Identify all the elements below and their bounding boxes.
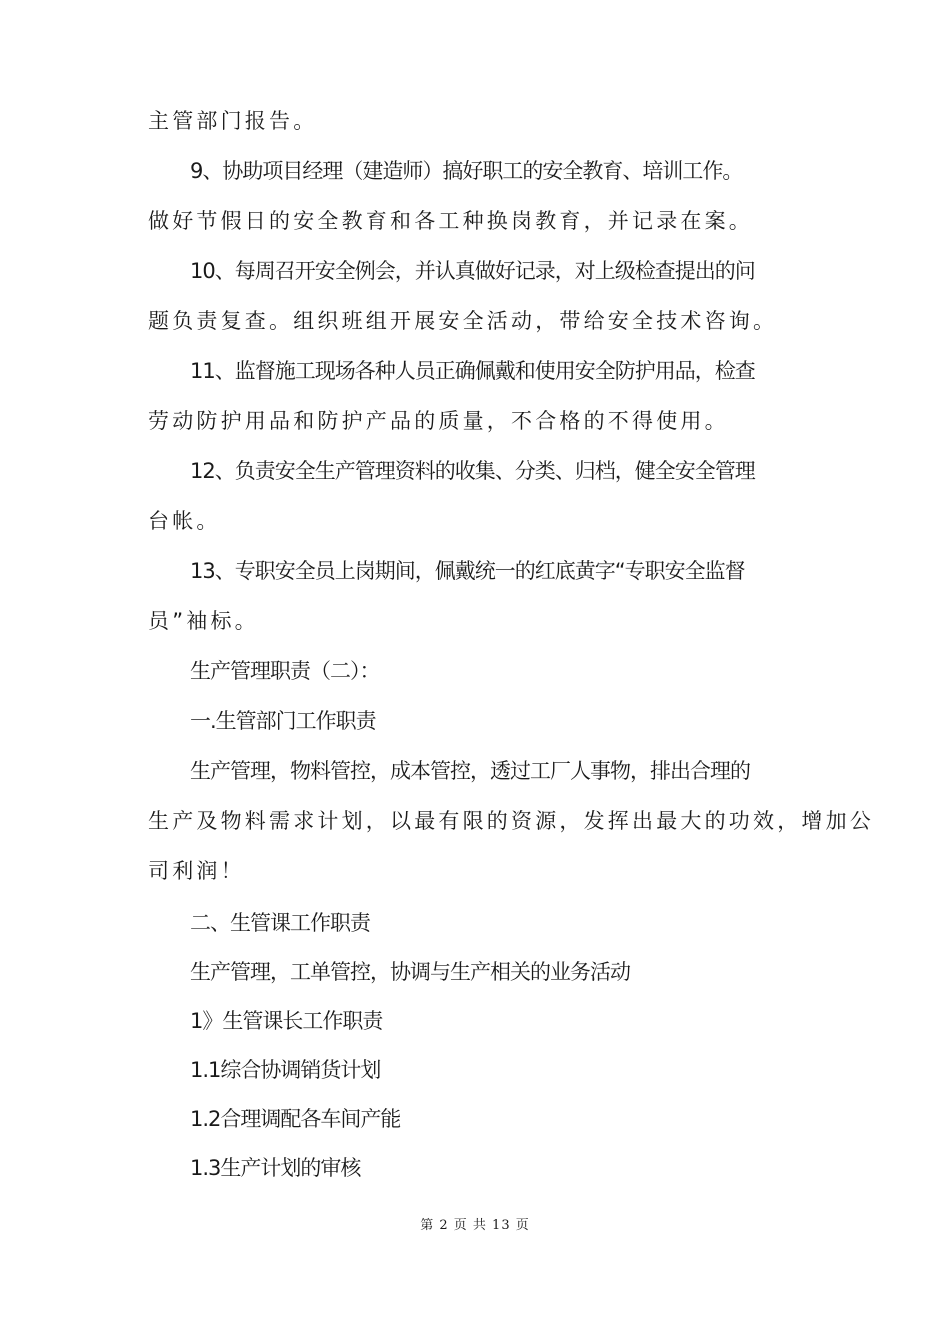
subsection-heading-3: 1》生管课长工作职责	[190, 1009, 383, 1033]
text-line-9: 台帐。	[148, 509, 221, 533]
list-item-1-3: 1.3生产计划的审核	[190, 1156, 361, 1180]
text-line-6: 11、监督施工现场各种人员正确佩戴和使用安全防护用品，检查	[190, 359, 755, 383]
text-line-7: 劳动防护用品和防护产品的质量，不合格的不得使用。	[148, 409, 729, 433]
text-line-11: 员”袖标。	[148, 609, 259, 633]
page-footer: 第 2 页 共 13 页	[420, 1218, 530, 1233]
text-line-18: 生产管理，工单管控，协调与生产相关的业务活动	[190, 960, 630, 984]
text-line-8: 12、负责安全生产管理资料的收集、分类、归档，健全安全管理	[190, 459, 755, 483]
text-line-2: 9、协助项目经理（建造师）搞好职工的安全教育、培训工作。	[190, 159, 743, 183]
text-line-14: 生产管理，物料管控，成本管控，透过工厂人事物，排出合理的	[190, 759, 750, 783]
text-line-15: 生产及物料需求计划，以最有限的资源，发挥出最大的功效，增加公	[148, 809, 874, 833]
text-line-1: 主管部门报告。	[148, 109, 318, 133]
text-line-16: 司利润！	[148, 859, 245, 883]
text-line-3: 做好节假日的安全教育和各工种换岗教育，并记录在案。	[148, 209, 753, 233]
text-line-4: 10、每周召开安全例会，并认真做好记录，对上级检查提出的问	[190, 259, 755, 283]
section-heading: 生产管理职责（二）：	[190, 659, 380, 683]
list-item-1-1: 1.1综合协调销货计划	[190, 1058, 381, 1082]
subsection-heading-1: 一.生管部门工作职责	[190, 709, 376, 733]
text-line-10: 13、专职安全员上岗期间，佩戴统一的红底黄字“专职安全监督	[190, 559, 745, 583]
text-line-5: 题负责复查。组织班组开展安全活动，带给安全技术咨询。	[148, 309, 778, 333]
list-item-1-2: 1.2合理调配各车间产能	[190, 1107, 401, 1131]
subsection-heading-2: 二、生管课工作职责	[190, 911, 370, 935]
